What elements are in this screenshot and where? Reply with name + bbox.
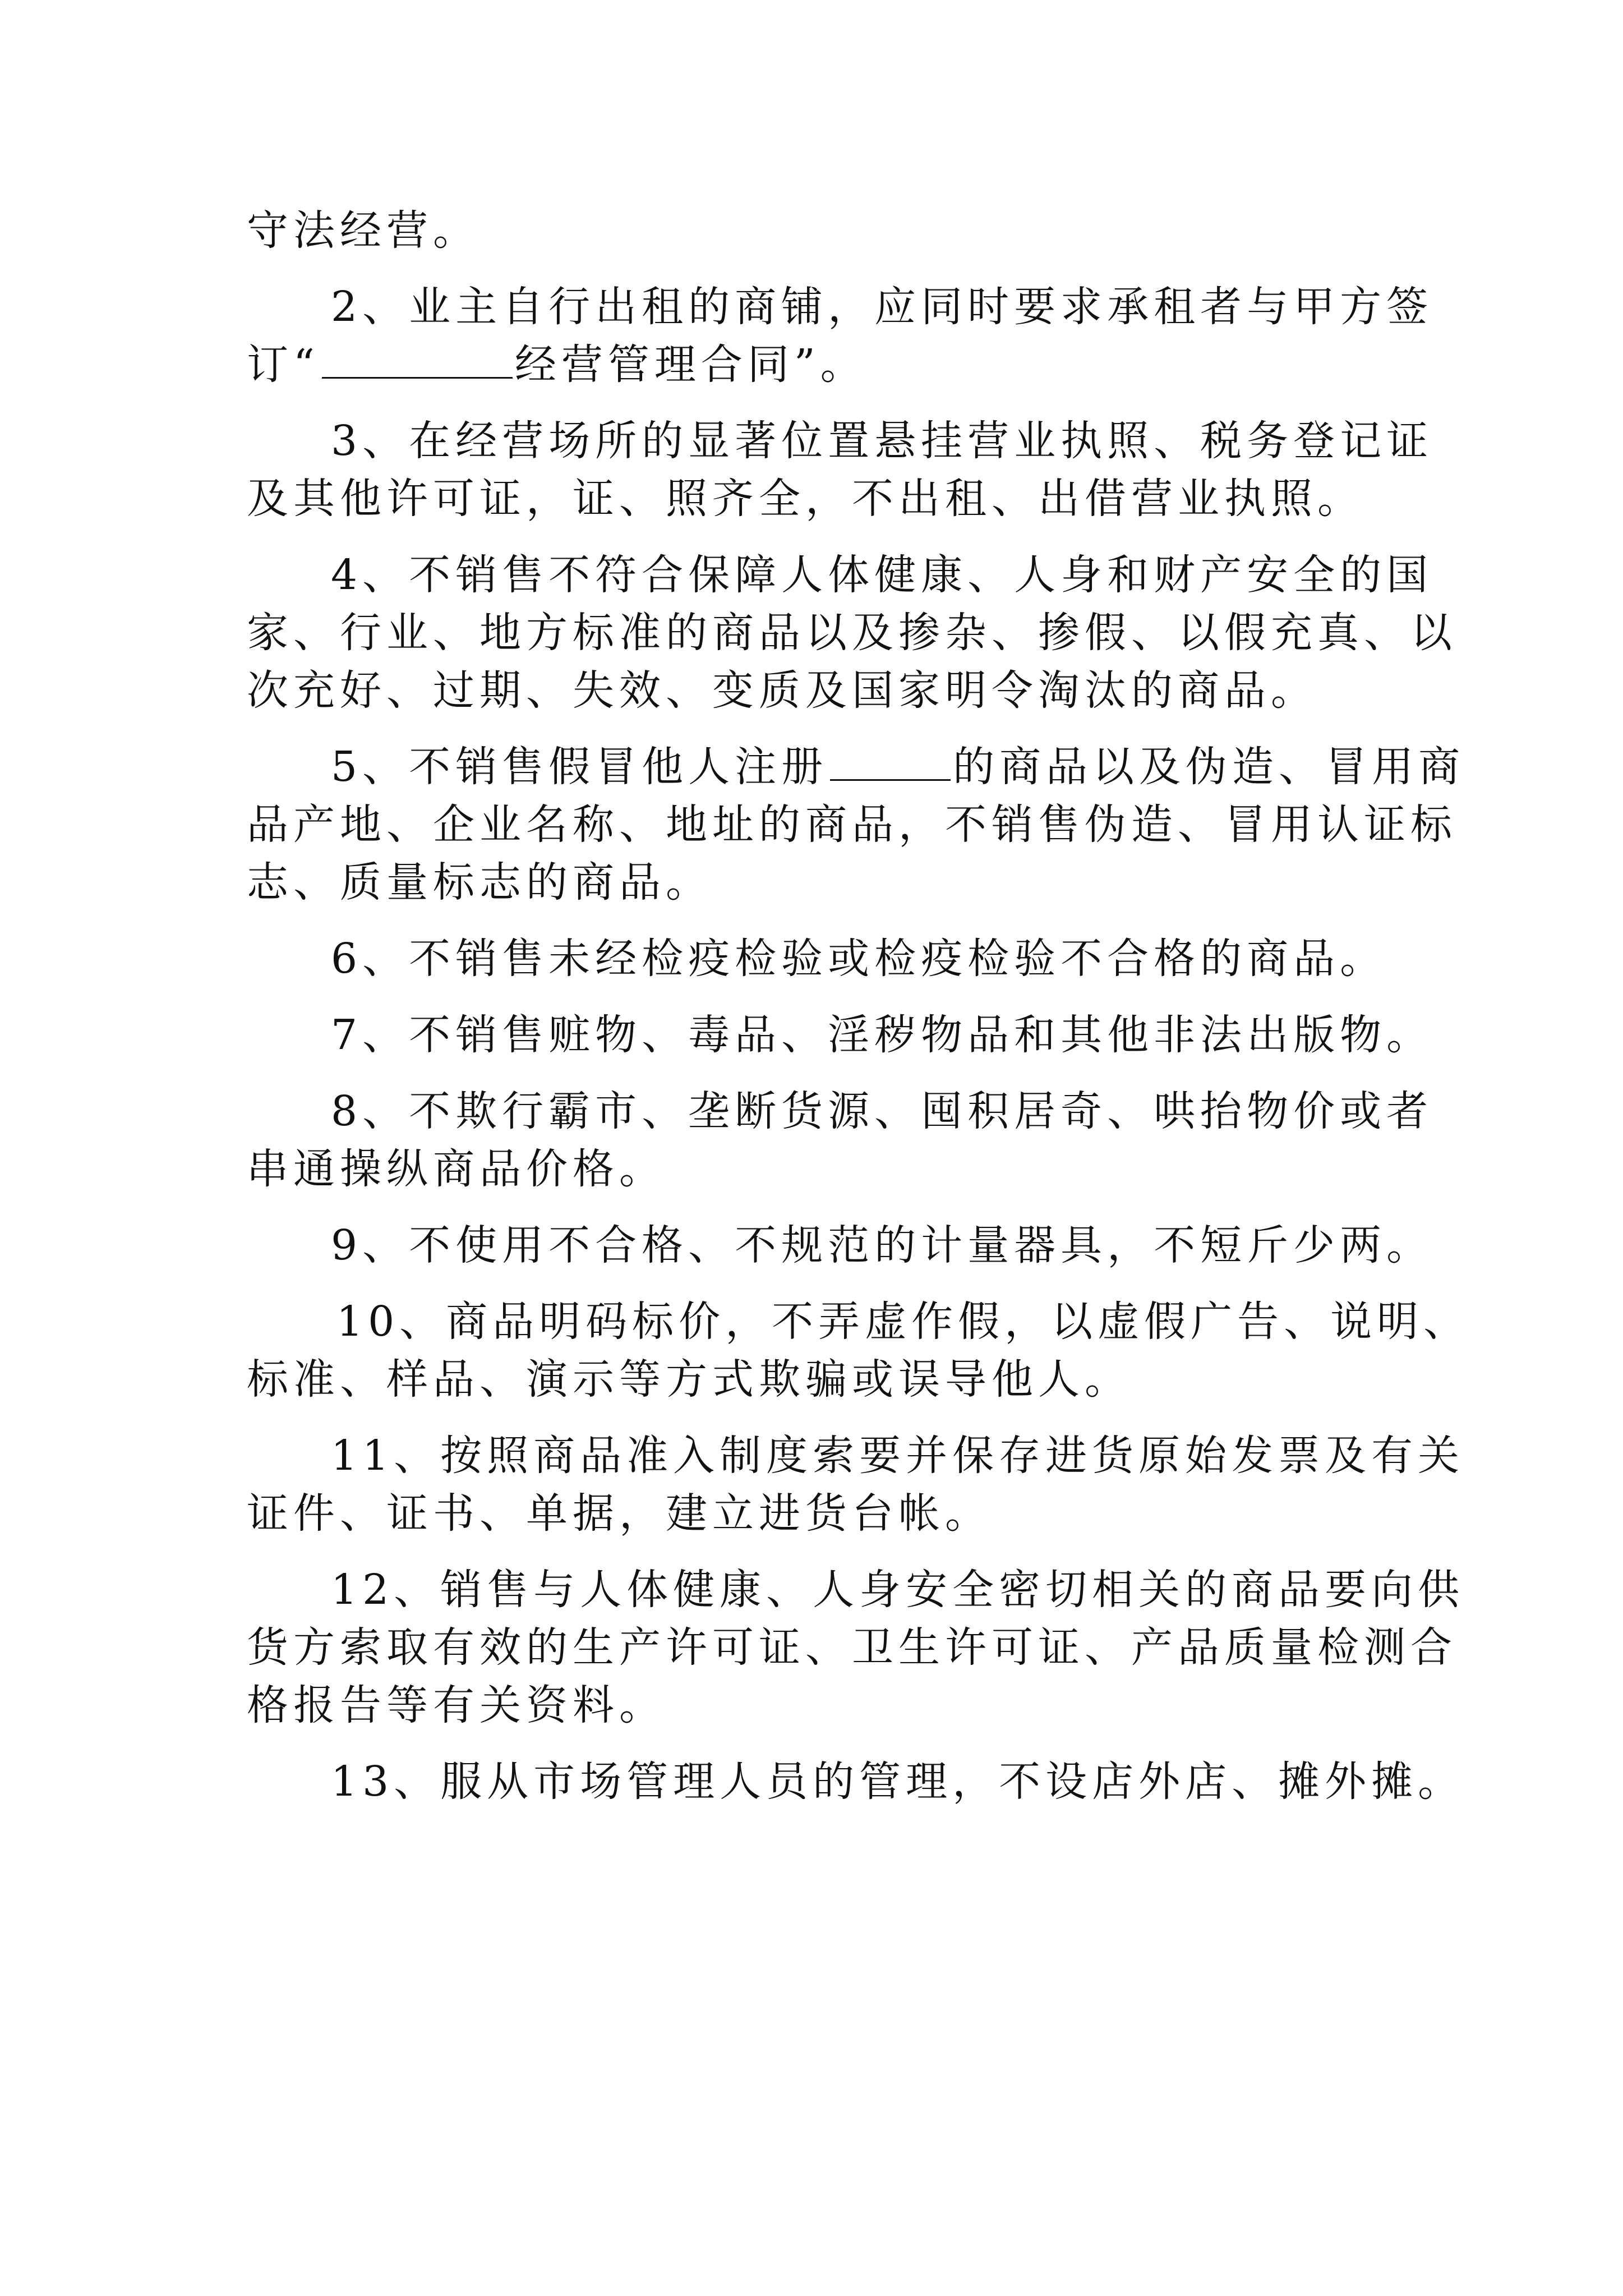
item-2-line-1: 2、业主自行出租的商铺，应同时要求承租者与甲方签 — [331, 283, 1433, 331]
item-12-line-1: 12、销售与人体健康、人身安全密切相关的商品要向供 — [331, 1566, 1465, 1614]
item-6-line-1: 6、不销售未经检疫检验或检疫检验不合格的商品。 — [331, 935, 1387, 983]
item-9-line-1: 9、不使用不合格、不规范的计量器具，不短斤少两。 — [331, 1221, 1433, 1269]
item-3-line-2: 及其他许可证，证、照齐全，不出租、出借营业执照。 — [247, 475, 1364, 523]
item-2-line-2-after: 经营管理合同”。 — [514, 341, 867, 389]
item-5-line-1 — [247, 738, 1465, 796]
trademark-blank — [830, 742, 951, 781]
item-10-line-2: 标准、样品、演示等方式欺骗或误导他人。 — [247, 1355, 1131, 1404]
item-5-line-2: 品产地、企业名称、地址的商品，不销售伪造、冒用认证标 — [247, 800, 1457, 849]
item-11-line-1: 11、按照商品准入制度索要并保存进货原始发票及有关 — [331, 1432, 1465, 1480]
item-12-line-3: 格报告等有关资料。 — [247, 1681, 666, 1729]
item-12-line-2: 货方索取有效的生产许可证、卫生许可证、产品质量检测合 — [247, 1623, 1457, 1672]
item-10-line-1: 10、商品明码标价，不弄虚作假，以虚假广告、说明、 — [336, 1297, 1470, 1346]
item-3-line-1: 3、在经营场所的显著位置悬挂营业执照、税务登记证 — [331, 417, 1433, 465]
contract-name-blank — [322, 340, 513, 379]
item-5-line-1-after: 的商品以及伪造、冒用商 — [953, 743, 1465, 791]
document-body — [247, 202, 1470, 1811]
item-4-line-2: 家、行业、地方标准的商品以及掺杂、掺假、以假充真、以 — [247, 609, 1457, 657]
intro-line: 守法经营。 — [247, 206, 479, 255]
item-13-line-1: 13、服从市场管理人员的管理，不设店外店、摊外摊。 — [331, 1757, 1465, 1806]
item-7-line-1: 7、不销售赃物、毒品、淫秽物品和其他非法出版物。 — [331, 1011, 1433, 1059]
item-8-line-2: 串通操纵商品价格。 — [247, 1145, 666, 1193]
item-2-line-2-before: 订“ — [247, 341, 320, 389]
item-8-line-1: 8、不欺行霸市、垄断货源、囤积居奇、哄抬物价或者 — [331, 1087, 1433, 1135]
item-5-line-1-before: 5、不销售假冒他人注册 — [331, 743, 828, 791]
item-4-line-1: 4、不销售不符合保障人体健康、人身和财产安全的国 — [331, 551, 1433, 599]
item-2-line-2 — [247, 336, 1419, 394]
item-5-line-3: 志、质量标志的商品。 — [247, 858, 712, 907]
item-4-line-3: 次充好、过期、失效、变质及国家明令淘汰的商品。 — [247, 666, 1317, 715]
item-11-line-2: 证件、证书、单据，建立进货台帐。 — [247, 1489, 992, 1538]
